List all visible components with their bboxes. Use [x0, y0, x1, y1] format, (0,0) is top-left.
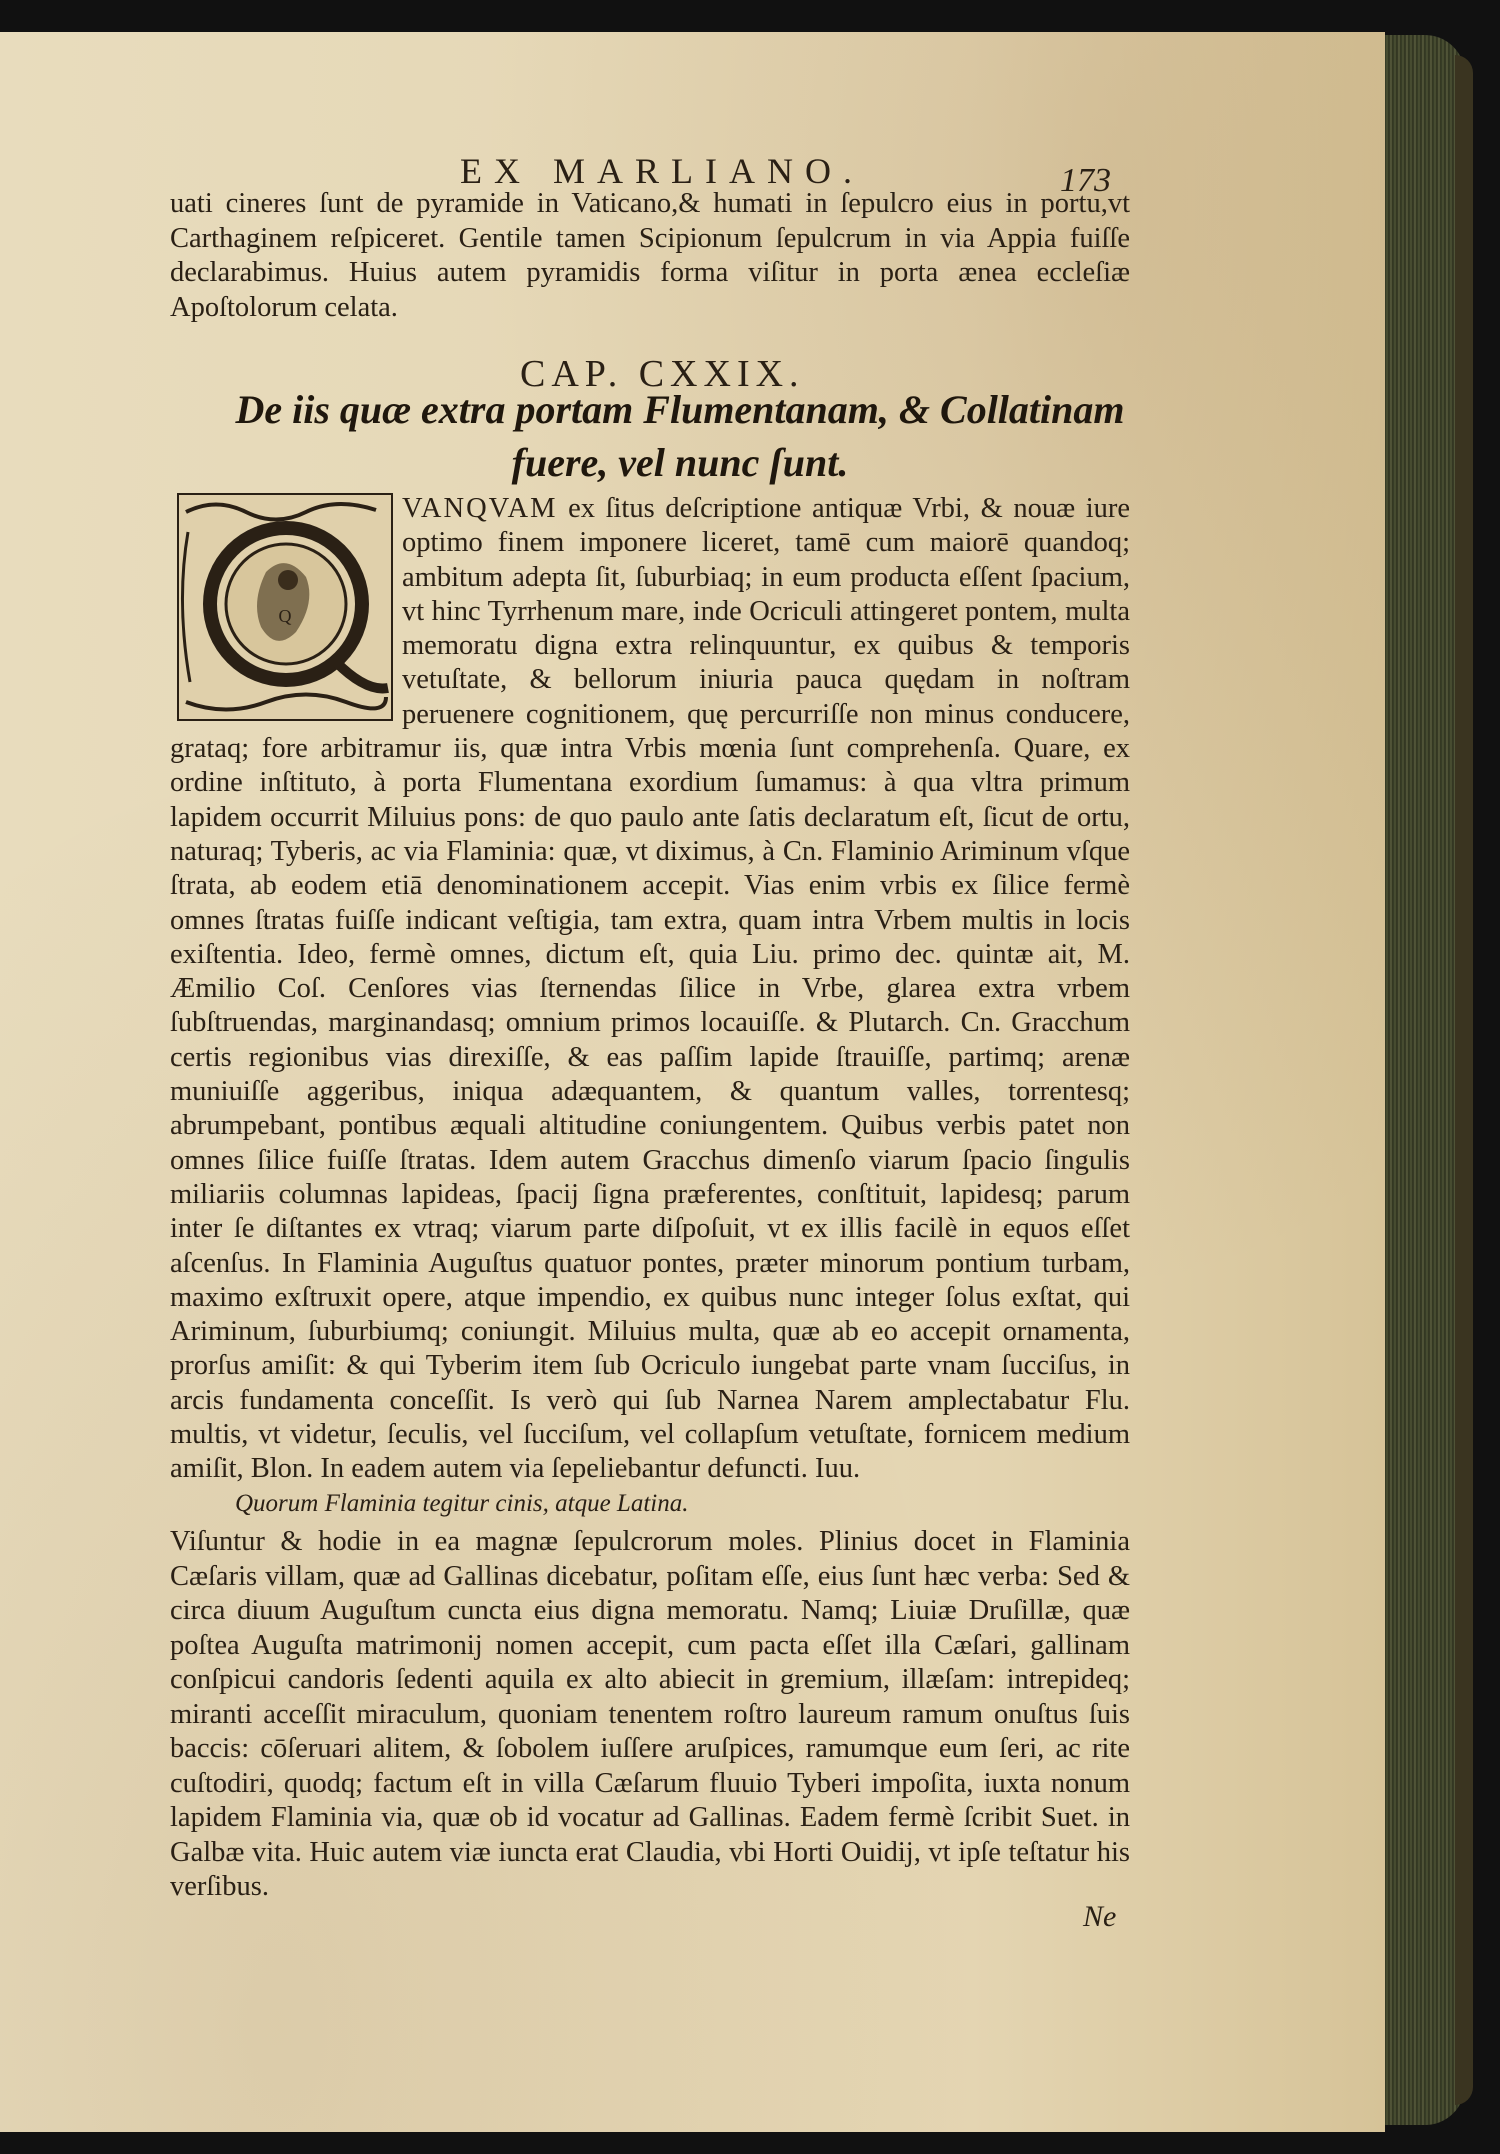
page-edges	[1385, 35, 1465, 2125]
initial-spacer	[170, 492, 402, 722]
page-number: 173	[1060, 162, 1111, 199]
top-text: uati cineres ſunt de pyramide in Vaticano,& humati in ſepulcro eius in portu,vt Carthaginem reſpiceret. Gentile tamen Scipionum ſepulcrum in via Appia fuiſſe declarabimus. Huius autem pyramidis forma viſitur in porta ænea eccleſiæ Apoſtolorum celata.	[170, 188, 1130, 323]
chapter-number: CAP. CXXIX.	[520, 353, 805, 395]
first-paragraph	[170, 492, 1130, 1487]
running-head: EX MARLIANO.	[460, 151, 864, 191]
opening-caps: VANQVAM	[402, 493, 558, 524]
book-spine-edge	[1455, 55, 1473, 2105]
second-paragraph: Viſuntur & hodie in ea magnæ ſepulcrorum moles. Plinius docet in Flaminia Cæſaris villam, quæ ad Gallinas dicebatur, poſitam eſſe, eius ſunt hæc verba: Sed & circa diuum Auguſtum cuncta eius digna memoratu. Namq; Liuiæ Druſillæ, quæ poſtea Auguſta matrimonij nomen accepit, cum pacta eſſet illa Cæſari, gallinam conſpicui candoris ſedenti aquila ex alto abiecit in gremium, illæſam: intrepideq; miranti acceſſit miraculum, quoniam tenentem roſtro laureum ramum onuſtus ſuis baccis: cōſeruari alitem, & ſobolem iuſſere aruſpices, ramumque eum ſeri, ac rite cuſtodiri, quodq; factum eſt in villa Cæſarum fluuio Tyberi impoſita, iuxta nonum lapidem Flaminia via, quæ ob id vocatur ad Gallinas. Eadem fermè ſcribit Suet. in Galbæ vita. Huic autem viæ iuncta erat Claudia, vbi Horti Ouidij, vt ipſe teſtatur his verſibus.	[170, 1526, 1130, 1902]
initial-letter: Q	[278, 606, 292, 626]
catchword: Ne	[1083, 1900, 1117, 1933]
first-paragraph-text: ex ſitus deſcriptione antiquæ Vrbi, & nouæ iure optimo finem imponere liceret, tamē cum maiorē quandoq; ambitum adepta ſit, ſuburbiaq; in eum producta eſſent ſpacium, vt hinc Tyrrhenum mare, inde Ocriculi attingeret pontem, multa memoratu digna extra relinquuntur, ex quibus & temporis vetuſtate, & bellorum iniuria pauca quędam in noſtram peruenere cognitionem, quę percurriſſe non minus conducere, grataq; fore arbitramur iis, quæ intra Vrbis mœnia ſunt comprehenſa. Quare, ex ordine inſtituto, à porta Flumentana exordium ſumamus: à qua vltra primum lapidem occurrit Miluius pons: de quo paulo ante ſatis declaratum eſt, ſicut de ortu, naturaq; Tyberis, ac via Flaminia: quæ, vt diximus, à Cn. Flaminio Ariminum vſque ſtrata, ab eodem etiā denominationem accepit. Vias enim vrbis ex ſilice fermè omnes ſtratas fuiſſe indicant veſtigia, tam extra, quam intra Vrbem multis in locis exiſtentia. Ideo, fermè omnes, dictum eſt, quia Liu. primo dec. quintæ ait, M. Æmilio Coſ. Cenſores vias ſternendas ſilice in Vrbe, glarea extra vrbem ſubſtruendas, marginandasq; omnium primos locauiſſe. & Plutarch. Cn. Gracchum certis regionibus vias direxiſſe, & eas paſſim lapide ſtrauiſſe, partimq; arenæ muniuiſſe aggeribus, iniqua adæquantem, & quantum valles, torrentesq; abrumpebant, pontibus æquali altitudine coniungentem. Quibus verbis patet non omnes ſilice fuiſſe ſtratas. Idem autem Gracchus dimenſo viarum ſpacio ſingulis miliariis columnas lapideas, ſpacij ſigna præferentes, conſtituit, lapidesq; parum inter ſe diſtantes ex vtraq; viarum parte diſpoſuit, vt ex illis facilè in equos eſſet aſcenſus. In Flaminia Auguſtus quatuor pontes, præter minorum pontium turbam, maximo exſtruxit opere, atque impendio, ex quibus nunc integer ſolus exſtat, qui Ariminum, ſuburbiumq; coniungit. Miluius multa, quæ ab eo accepit ornamenta, prorſus amiſit: & qui Tyberim item ſub Ocriculo iungebat parte vnam ſucciſus, in arcis fundamenta conceſſit. Is verò qui ſub Narnea Narem amplectabatur Flu. multis, vt videtur, ſeculis, vel ſucciſum, vel collapſum vetuſtate, fornicem medium amiſit, Blon. In eadem autem via ſepeliebantur defuncti. Iuu.	[170, 493, 1130, 1485]
chapter-title-line2: fuere, vel nunc ſunt.	[511, 440, 849, 485]
verse-quote: Quorum Flaminia tegitur cinis, atque Latina.	[235, 1490, 689, 1517]
chapter-title-line1: De iis quæ extra portam Flumentanam, & Collatinam	[235, 387, 1125, 432]
